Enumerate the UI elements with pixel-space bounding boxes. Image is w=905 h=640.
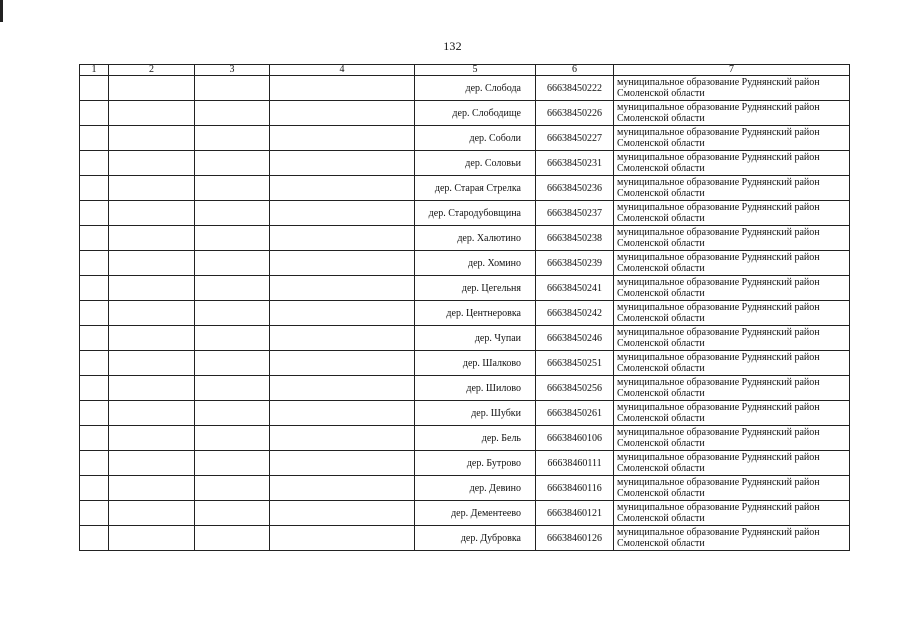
empty-cell-col-2 [109, 201, 195, 226]
empty-cell-col-4 [270, 176, 415, 201]
municipality-cell [614, 376, 850, 401]
municipality-line-2: Смоленской области [617, 163, 705, 174]
municipality-cell [614, 76, 850, 101]
municipality-line-2: Смоленской области [617, 538, 705, 549]
settlement-name-cell: дер. Бутрово [415, 451, 536, 476]
municipality-cell [614, 426, 850, 451]
table-row [80, 501, 850, 526]
empty-cell-col-1 [80, 101, 109, 126]
empty-cell-col-4 [270, 326, 415, 351]
table-header [80, 65, 850, 76]
empty-cell-col-1 [80, 176, 109, 201]
empty-cell-col-4 [270, 351, 415, 376]
empty-cell-col-2 [109, 476, 195, 501]
oktmo-code-cell: 66638450237 [536, 201, 614, 226]
municipality-line-2: Смоленской области [617, 188, 705, 199]
settlement-name-cell: дер. Центнеровка [415, 301, 536, 326]
municipality-cell [614, 276, 850, 301]
municipality-line-2: Смоленской области [617, 288, 705, 299]
municipality-line-1: муниципальное образование Руднянский район [617, 527, 820, 538]
empty-cell-col-3 [195, 201, 270, 226]
table-row [80, 76, 850, 101]
empty-cell-col-2 [109, 101, 195, 126]
oktmo-code-cell: 66638460106 [536, 426, 614, 451]
empty-cell-col-4 [270, 226, 415, 251]
empty-cell-col-2 [109, 251, 195, 276]
empty-cell-col-1 [80, 251, 109, 276]
empty-cell-col-1 [80, 501, 109, 526]
municipality-line-2: Смоленской области [617, 238, 705, 249]
municipality-cell [614, 251, 850, 276]
municipality-line-2: Смоленской области [617, 388, 705, 399]
municipality-line-1: муниципальное образование Руднянский район [617, 377, 820, 388]
table-row [80, 201, 850, 226]
empty-cell-col-3 [195, 401, 270, 426]
empty-cell-col-3 [195, 176, 270, 201]
empty-cell-col-1 [80, 351, 109, 376]
settlement-name-cell: дер. Бель [415, 426, 536, 451]
table-row [80, 176, 850, 201]
table-row [80, 401, 850, 426]
table-row [80, 451, 850, 476]
empty-cell-col-4 [270, 201, 415, 226]
table-row [80, 351, 850, 376]
municipality-line-2: Смоленской области [617, 138, 705, 149]
municipality-cell [614, 301, 850, 326]
empty-cell-col-1 [80, 276, 109, 301]
empty-cell-col-3 [195, 76, 270, 101]
table-row [80, 151, 850, 176]
municipality-line-1: муниципальное образование Руднянский район [617, 427, 820, 438]
settlement-name-cell: дер. Слобода [415, 76, 536, 101]
empty-cell-col-2 [109, 351, 195, 376]
municipality-line-1: муниципальное образование Руднянский район [617, 77, 820, 88]
settlement-name-cell: дер. Девино [415, 476, 536, 501]
empty-cell-col-3 [195, 326, 270, 351]
empty-cell-col-1 [80, 426, 109, 451]
municipality-cell [614, 201, 850, 226]
empty-cell-col-1 [80, 451, 109, 476]
empty-cell-col-2 [109, 126, 195, 151]
column-header-5: 5 [415, 65, 536, 76]
oktmo-code-cell: 66638450227 [536, 126, 614, 151]
empty-cell-col-4 [270, 126, 415, 151]
municipality-line-2: Смоленской области [617, 263, 705, 274]
oktmo-code-cell: 66638450226 [536, 101, 614, 126]
settlement-name-cell: дер. Слободище [415, 101, 536, 126]
empty-cell-col-4 [270, 151, 415, 176]
settlement-name-cell: дер. Шубки [415, 401, 536, 426]
column-number-row [80, 65, 850, 76]
empty-cell-col-3 [195, 151, 270, 176]
oktmo-code-cell: 66638460121 [536, 501, 614, 526]
municipality-cell [614, 326, 850, 351]
empty-cell-col-2 [109, 376, 195, 401]
municipality-cell [614, 126, 850, 151]
municipality-line-2: Смоленской области [617, 213, 705, 224]
empty-cell-col-2 [109, 76, 195, 101]
empty-cell-col-2 [109, 426, 195, 451]
empty-cell-col-2 [109, 176, 195, 201]
municipality-cell [614, 226, 850, 251]
empty-cell-col-1 [80, 76, 109, 101]
empty-cell-col-3 [195, 451, 270, 476]
municipality-line-1: муниципальное образование Руднянский район [617, 502, 820, 513]
municipality-line-1: муниципальное образование Руднянский район [617, 477, 820, 488]
empty-cell-col-1 [80, 376, 109, 401]
empty-cell-col-4 [270, 251, 415, 276]
municipality-line-2: Смоленской области [617, 313, 705, 324]
settlement-name-cell: дер. Цегельня [415, 276, 536, 301]
settlement-name-cell: дер. Дубровка [415, 526, 536, 551]
municipality-line-2: Смоленской области [617, 413, 705, 424]
oktmo-code-cell: 66638450261 [536, 401, 614, 426]
empty-cell-col-1 [80, 151, 109, 176]
empty-cell-col-4 [270, 426, 415, 451]
empty-cell-col-3 [195, 376, 270, 401]
table-row [80, 251, 850, 276]
municipality-cell [614, 401, 850, 426]
empty-cell-col-1 [80, 201, 109, 226]
empty-cell-col-4 [270, 501, 415, 526]
empty-cell-col-2 [109, 151, 195, 176]
empty-cell-col-2 [109, 326, 195, 351]
empty-cell-col-4 [270, 476, 415, 501]
table-body [80, 76, 850, 551]
oktmo-code-cell: 66638450246 [536, 326, 614, 351]
municipality-line-1: муниципальное образование Руднянский район [617, 402, 820, 413]
empty-cell-col-4 [270, 301, 415, 326]
empty-cell-col-1 [80, 301, 109, 326]
empty-cell-col-2 [109, 526, 195, 551]
empty-cell-col-3 [195, 526, 270, 551]
municipality-line-1: муниципальное образование Руднянский район [617, 352, 820, 363]
settlement-name-cell: дер. Шалково [415, 351, 536, 376]
settlement-name-cell: дер. Соболи [415, 126, 536, 151]
municipality-line-1: муниципальное образование Руднянский район [617, 152, 820, 163]
table-row [80, 526, 850, 551]
column-header-2: 2 [109, 65, 195, 76]
oktmo-code-cell: 66638460116 [536, 476, 614, 501]
empty-cell-col-3 [195, 476, 270, 501]
empty-cell-col-3 [195, 226, 270, 251]
settlement-name-cell: дер. Чупаи [415, 326, 536, 351]
empty-cell-col-3 [195, 126, 270, 151]
table-row [80, 301, 850, 326]
table-row [80, 426, 850, 451]
municipality-line-2: Смоленской области [617, 338, 705, 349]
municipality-cell [614, 351, 850, 376]
column-header-4: 4 [270, 65, 415, 76]
empty-cell-col-1 [80, 126, 109, 151]
municipality-line-2: Смоленской области [617, 88, 705, 99]
municipality-line-1: муниципальное образование Руднянский район [617, 277, 820, 288]
settlement-name-cell: дер. Стародубовщина [415, 201, 536, 226]
municipality-cell [614, 476, 850, 501]
settlement-name-cell: дер. Хомино [415, 251, 536, 276]
municipality-cell [614, 501, 850, 526]
column-header-1: 1 [80, 65, 109, 76]
empty-cell-col-4 [270, 526, 415, 551]
municipality-line-2: Смоленской области [617, 113, 705, 124]
municipality-line-1: муниципальное образование Руднянский район [617, 127, 820, 138]
settlement-name-cell: дер. Соловьи [415, 151, 536, 176]
empty-cell-col-4 [270, 451, 415, 476]
municipality-line-2: Смоленской области [617, 438, 705, 449]
empty-cell-col-4 [270, 76, 415, 101]
oktmo-code-cell: 66638460126 [536, 526, 614, 551]
empty-cell-col-1 [80, 476, 109, 501]
empty-cell-col-3 [195, 501, 270, 526]
empty-cell-col-4 [270, 376, 415, 401]
oktmo-code-cell: 66638450231 [536, 151, 614, 176]
empty-cell-col-2 [109, 301, 195, 326]
page-number: 132 [443, 39, 462, 53]
table-row [80, 476, 850, 501]
empty-cell-col-3 [195, 426, 270, 451]
table-row [80, 101, 850, 126]
settlement-name-cell: дер. Халютино [415, 226, 536, 251]
table-row [80, 376, 850, 401]
empty-cell-col-4 [270, 401, 415, 426]
municipality-line-2: Смоленской области [617, 513, 705, 524]
settlement-name-cell: дер. Шилово [415, 376, 536, 401]
municipality-line-2: Смоленской области [617, 488, 705, 499]
oktmo-code-cell: 66638450241 [536, 276, 614, 301]
empty-cell-col-3 [195, 251, 270, 276]
settlement-name-cell: дер. Старая Стрелка [415, 176, 536, 201]
municipality-cell [614, 176, 850, 201]
empty-cell-col-3 [195, 351, 270, 376]
oktmo-code-cell: 66638450222 [536, 76, 614, 101]
settlement-name-cell: дер. Дементеево [415, 501, 536, 526]
empty-cell-col-2 [109, 451, 195, 476]
empty-cell-col-4 [270, 101, 415, 126]
municipality-line-1: муниципальное образование Руднянский район [617, 252, 820, 263]
empty-cell-col-1 [80, 526, 109, 551]
municipality-line-1: муниципальное образование Руднянский район [617, 302, 820, 313]
municipality-cell [614, 451, 850, 476]
municipality-line-1: муниципальное образование Руднянский район [617, 102, 820, 113]
oktmo-code-cell: 66638450236 [536, 176, 614, 201]
column-header-7: 7 [614, 65, 850, 76]
column-header-6: 6 [536, 65, 614, 76]
oktmo-code-cell: 66638450251 [536, 351, 614, 376]
municipality-line-1: муниципальное образование Руднянский район [617, 452, 820, 463]
oktmo-code-cell: 66638460111 [536, 451, 614, 476]
settlement-registry-table [79, 64, 850, 551]
municipality-line-1: муниципальное образование Руднянский район [617, 327, 820, 338]
empty-cell-col-3 [195, 276, 270, 301]
oktmo-code-cell: 66638450256 [536, 376, 614, 401]
municipality-cell [614, 526, 850, 551]
oktmo-code-cell: 66638450238 [536, 226, 614, 251]
table-row [80, 326, 850, 351]
municipality-line-2: Смоленской области [617, 363, 705, 374]
empty-cell-col-1 [80, 401, 109, 426]
oktmo-code-cell: 66638450242 [536, 301, 614, 326]
municipality-cell [614, 101, 850, 126]
table-row [80, 226, 850, 251]
municipality-line-1: муниципальное образование Руднянский район [617, 177, 820, 188]
empty-cell-col-4 [270, 276, 415, 301]
empty-cell-col-2 [109, 501, 195, 526]
empty-cell-col-2 [109, 226, 195, 251]
scan-edge-mark [0, 0, 3, 22]
empty-cell-col-3 [195, 101, 270, 126]
municipality-line-2: Смоленской области [617, 463, 705, 474]
table-row [80, 276, 850, 301]
column-header-3: 3 [195, 65, 270, 76]
empty-cell-col-2 [109, 401, 195, 426]
municipality-cell [614, 151, 850, 176]
municipality-line-1: муниципальное образование Руднянский район [617, 202, 820, 213]
empty-cell-col-1 [80, 326, 109, 351]
table-row [80, 126, 850, 151]
empty-cell-col-2 [109, 276, 195, 301]
empty-cell-col-1 [80, 226, 109, 251]
municipality-line-1: муниципальное образование Руднянский район [617, 227, 820, 238]
oktmo-code-cell: 66638450239 [536, 251, 614, 276]
empty-cell-col-3 [195, 301, 270, 326]
